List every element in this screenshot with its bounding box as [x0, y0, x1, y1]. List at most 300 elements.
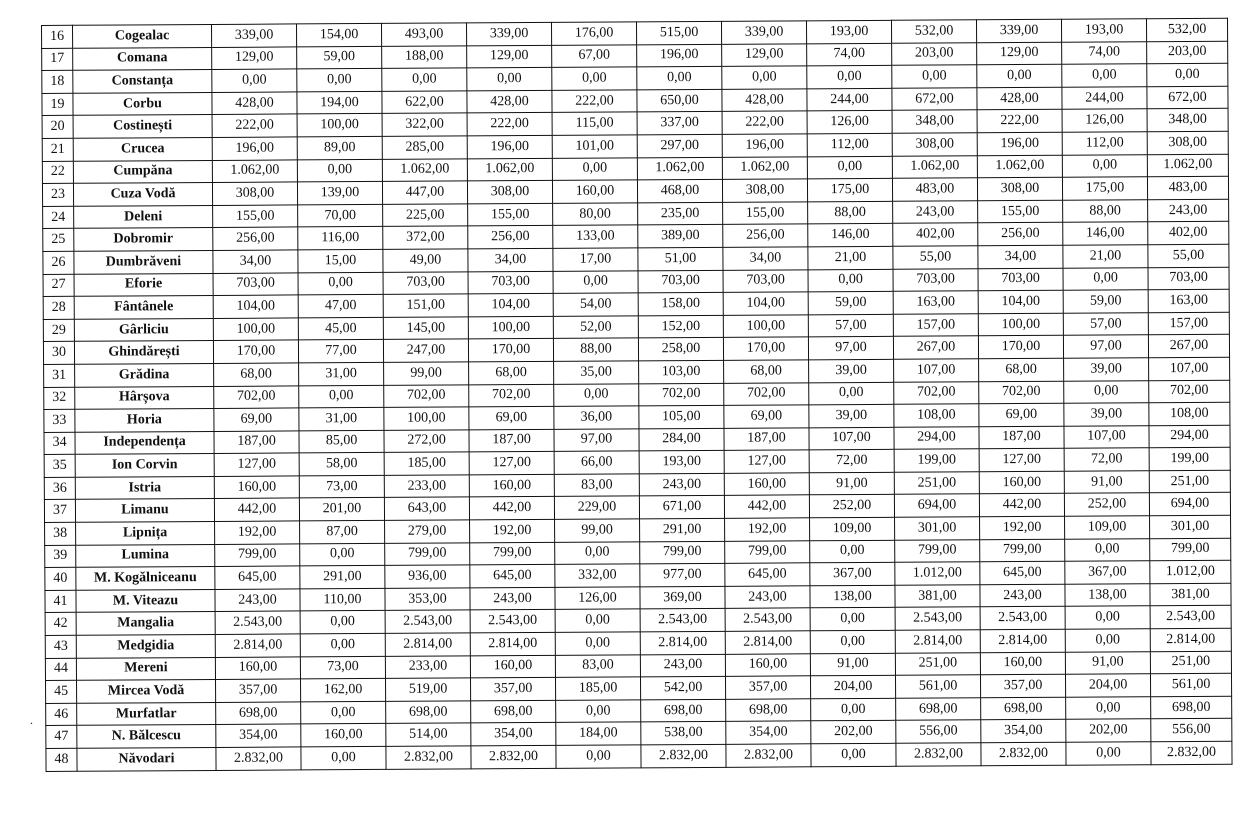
locality-name-cell: Dobromir — [74, 228, 213, 251]
value-cell: 0,00 — [1066, 697, 1151, 720]
value-cell: 107,00 — [1064, 425, 1149, 448]
value-cell: 2.814,00 — [640, 631, 725, 654]
value-cell: 100,00 — [297, 114, 382, 137]
value-cell: 291,00 — [300, 566, 385, 589]
value-cell: 88,00 — [553, 338, 638, 361]
value-cell: 158,00 — [638, 292, 723, 315]
value-cell: 703,00 — [213, 272, 298, 295]
value-cell: 0,00 — [810, 608, 895, 631]
value-cell: 0,00 — [212, 69, 297, 92]
value-cell: 199,00 — [1149, 448, 1230, 471]
value-cell: 2.832,00 — [641, 744, 726, 767]
value-cell: 57,00 — [808, 314, 893, 337]
value-cell: 702,00 — [979, 381, 1064, 404]
value-cell: 160,00 — [980, 652, 1065, 675]
value-cell: 155,00 — [213, 205, 298, 228]
locality-name-cell: Cuza Vodă — [73, 183, 212, 206]
value-cell: 428,00 — [722, 89, 807, 112]
value-cell: 104,00 — [978, 290, 1063, 313]
locality-name-cell: Istria — [75, 476, 214, 499]
value-cell: 694,00 — [1149, 493, 1230, 516]
value-cell: 170,00 — [213, 340, 298, 363]
value-cell: 1.062,00 — [212, 159, 297, 182]
value-cell: 39,00 — [809, 359, 894, 382]
locality-name-cell: Mangalia — [76, 612, 215, 635]
value-cell: 2.832,00 — [896, 743, 981, 766]
value-cell: 2.832,00 — [726, 744, 811, 767]
value-cell: 31,00 — [299, 362, 384, 385]
value-cell: 2.814,00 — [980, 629, 1065, 652]
value-cell: 170,00 — [978, 336, 1063, 359]
value-cell: 233,00 — [384, 475, 469, 498]
value-cell: 126,00 — [555, 587, 640, 610]
value-cell: 702,00 — [1149, 380, 1230, 403]
value-cell: 157,00 — [1148, 312, 1229, 335]
value-cell: 59,00 — [808, 291, 893, 314]
value-cell: 54,00 — [553, 293, 638, 316]
value-cell: 69,00 — [724, 405, 809, 428]
value-cell: 2.832,00 — [981, 742, 1066, 765]
value-cell: 0,00 — [555, 609, 640, 632]
value-cell: 251,00 — [1149, 470, 1230, 493]
value-cell: 163,00 — [1148, 289, 1229, 312]
value-cell: 442,00 — [214, 498, 299, 521]
value-cell: 702,00 — [894, 381, 979, 404]
value-cell: 2.543,00 — [895, 607, 980, 630]
value-cell: 34,00 — [723, 247, 808, 270]
value-cell: 291,00 — [640, 518, 725, 541]
value-cell: 2.543,00 — [385, 610, 470, 633]
value-cell: 52,00 — [553, 316, 638, 339]
allocation-table — [41, 18, 1233, 772]
value-cell: 80,00 — [553, 203, 638, 226]
value-cell: 160,00 — [214, 476, 299, 499]
value-cell: 2.814,00 — [215, 634, 300, 657]
value-cell: 77,00 — [298, 340, 383, 363]
value-cell: 184,00 — [556, 722, 641, 745]
value-cell: 34,00 — [468, 248, 553, 271]
value-cell: 2.543,00 — [470, 610, 555, 633]
value-cell: 196,00 — [977, 132, 1062, 155]
value-cell: 294,00 — [894, 426, 979, 449]
value-cell: 104,00 — [213, 295, 298, 318]
value-cell: 225,00 — [383, 204, 468, 227]
value-cell: 194,00 — [297, 91, 382, 114]
value-cell: 83,00 — [554, 474, 639, 497]
value-cell: 2.543,00 — [215, 611, 300, 634]
value-cell: 977,00 — [640, 564, 725, 587]
value-cell: 69,00 — [469, 406, 554, 429]
value-cell: 187,00 — [979, 426, 1064, 449]
value-cell: 145,00 — [383, 317, 468, 340]
locality-name-cell: Ion Corvin — [75, 454, 214, 477]
value-cell: 193,00 — [639, 451, 724, 474]
value-cell: 101,00 — [552, 135, 637, 158]
value-cell: 294,00 — [1149, 425, 1230, 448]
value-cell: 99,00 — [384, 362, 469, 385]
locality-name-cell: Horia — [75, 409, 214, 432]
value-cell: 59,00 — [1063, 290, 1148, 313]
row-number-cell: 29 — [43, 319, 74, 342]
value-cell: 155,00 — [468, 203, 553, 226]
value-cell: 0,00 — [1062, 64, 1147, 87]
value-cell: 799,00 — [725, 540, 810, 563]
value-cell: 0,00 — [977, 64, 1062, 87]
value-cell: 199,00 — [894, 449, 979, 472]
value-cell: 152,00 — [638, 315, 723, 338]
value-cell: 109,00 — [1065, 516, 1150, 539]
value-cell: 0,00 — [555, 632, 640, 655]
document-sheet — [41, 21, 1228, 772]
value-cell: 157,00 — [893, 313, 978, 336]
locality-name-cell: M. Viteazu — [76, 589, 215, 612]
value-cell: 1.012,00 — [895, 562, 980, 585]
value-cell: 339,00 — [721, 21, 806, 44]
value-cell: 301,00 — [1150, 515, 1231, 538]
row-number-cell: 26 — [43, 251, 74, 274]
value-cell: 243,00 — [470, 587, 555, 610]
locality-name-cell: Gârliciu — [74, 318, 213, 341]
value-cell: 243,00 — [640, 654, 725, 677]
value-cell: 645,00 — [980, 562, 1065, 585]
value-cell: 175,00 — [1062, 177, 1147, 200]
value-cell: 129,00 — [212, 47, 297, 70]
row-number-cell: 43 — [45, 635, 76, 658]
value-cell: 175,00 — [807, 178, 892, 201]
locality-name-cell: Comana — [73, 47, 212, 70]
locality-name-cell: Mereni — [76, 657, 215, 680]
value-cell: 702,00 — [384, 384, 469, 407]
value-cell: 91,00 — [809, 472, 894, 495]
value-cell: 348,00 — [892, 110, 977, 133]
value-cell: 622,00 — [382, 91, 467, 114]
value-cell: 59,00 — [297, 46, 382, 69]
value-cell: 799,00 — [980, 539, 1065, 562]
value-cell: 243,00 — [980, 584, 1065, 607]
value-cell: 187,00 — [724, 428, 809, 451]
locality-name-cell: Eforie — [74, 273, 213, 296]
value-cell: 694,00 — [894, 494, 979, 517]
value-cell: 514,00 — [386, 723, 471, 746]
value-cell: 103,00 — [639, 360, 724, 383]
row-number-cell: 16 — [42, 25, 73, 48]
value-cell: 151,00 — [383, 294, 468, 317]
locality-name-cell: Hârșova — [75, 386, 214, 409]
value-cell: 308,00 — [892, 133, 977, 156]
value-cell: 0,00 — [300, 611, 385, 634]
value-cell: 442,00 — [469, 497, 554, 520]
row-number-cell: 34 — [44, 432, 75, 455]
row-number-cell: 30 — [43, 342, 74, 365]
value-cell: 256,00 — [213, 227, 298, 250]
value-cell: 244,00 — [1062, 87, 1147, 110]
value-cell: 67,00 — [552, 44, 637, 67]
value-cell: 70,00 — [298, 204, 383, 227]
value-cell: 185,00 — [555, 677, 640, 700]
value-cell: 146,00 — [1063, 222, 1148, 245]
locality-name-cell: Murfatlar — [77, 702, 216, 725]
row-number-cell: 17 — [42, 48, 73, 71]
value-cell: 252,00 — [1064, 493, 1149, 516]
value-cell: 2.814,00 — [470, 632, 555, 655]
value-cell: 193,00 — [806, 20, 891, 43]
value-cell: 357,00 — [216, 679, 301, 702]
value-cell: 308,00 — [467, 181, 552, 204]
table-body — [42, 18, 1233, 771]
locality-name-cell: Constanța — [73, 70, 212, 93]
value-cell: 428,00 — [212, 92, 297, 115]
value-cell: 2.814,00 — [895, 630, 980, 653]
value-cell: 284,00 — [639, 428, 724, 451]
value-cell: 105,00 — [639, 405, 724, 428]
value-cell: 256,00 — [468, 226, 553, 249]
value-cell: 233,00 — [385, 656, 470, 679]
value-cell: 68,00 — [469, 361, 554, 384]
value-cell: 0,00 — [1066, 742, 1151, 765]
value-cell: 0,00 — [467, 68, 552, 91]
value-cell: 0,00 — [1147, 63, 1228, 86]
value-cell: 2.832,00 — [1151, 741, 1232, 764]
value-cell: 104,00 — [468, 294, 553, 317]
value-cell: 73,00 — [299, 475, 384, 498]
value-cell: 285,00 — [382, 136, 467, 159]
value-cell: 83,00 — [555, 654, 640, 677]
value-cell: 1.062,00 — [637, 157, 722, 180]
value-cell: 160,00 — [301, 724, 386, 747]
value-cell: 0,00 — [297, 69, 382, 92]
value-cell: 45,00 — [298, 317, 383, 340]
value-cell: 671,00 — [639, 496, 724, 519]
value-cell: 55,00 — [893, 246, 978, 269]
value-cell: 0,00 — [808, 269, 893, 292]
value-cell: 2.832,00 — [471, 745, 556, 768]
value-cell: 519,00 — [385, 678, 470, 701]
value-cell: 0,00 — [1065, 629, 1150, 652]
value-cell: 332,00 — [555, 564, 640, 587]
value-cell: 91,00 — [810, 653, 895, 676]
value-cell: 1.062,00 — [1147, 154, 1228, 177]
value-cell: 222,00 — [552, 90, 637, 113]
value-cell: 252,00 — [809, 495, 894, 518]
value-cell: 0,00 — [637, 67, 722, 90]
value-cell: 483,00 — [892, 178, 977, 201]
value-cell: 107,00 — [894, 359, 979, 382]
value-cell: 703,00 — [1148, 267, 1229, 290]
value-cell: 68,00 — [724, 360, 809, 383]
locality-name-cell: Ghindărești — [74, 341, 213, 364]
value-cell: 235,00 — [638, 202, 723, 225]
value-cell: 561,00 — [895, 675, 980, 698]
value-cell: 36,00 — [554, 406, 639, 429]
value-cell: 0,00 — [892, 65, 977, 88]
value-cell: 0,00 — [298, 272, 383, 295]
value-cell: 126,00 — [807, 111, 892, 134]
value-cell: 112,00 — [807, 133, 892, 156]
value-cell: 357,00 — [470, 678, 555, 701]
value-cell: 301,00 — [895, 517, 980, 540]
value-cell: 702,00 — [214, 385, 299, 408]
value-cell: 645,00 — [470, 565, 555, 588]
locality-name-cell: Dumbrăveni — [74, 250, 213, 273]
value-cell: 146,00 — [808, 224, 893, 247]
value-cell: 74,00 — [1062, 41, 1147, 64]
value-cell: 34,00 — [213, 250, 298, 273]
value-cell: 515,00 — [636, 21, 721, 44]
value-cell: 251,00 — [894, 472, 979, 495]
value-cell: 163,00 — [893, 291, 978, 314]
value-cell: 162,00 — [301, 679, 386, 702]
value-cell: 0,00 — [552, 67, 637, 90]
value-cell: 100,00 — [468, 316, 553, 339]
row-number-cell: 38 — [45, 522, 76, 545]
value-cell: 104,00 — [723, 292, 808, 315]
value-cell: 155,00 — [723, 202, 808, 225]
row-number-cell: 41 — [45, 590, 76, 613]
value-cell: 702,00 — [724, 382, 809, 405]
value-cell: 185,00 — [384, 452, 469, 475]
value-cell: 556,00 — [1151, 719, 1232, 742]
value-cell: 702,00 — [469, 384, 554, 407]
value-cell: 21,00 — [1063, 245, 1148, 268]
locality-name-cell: Năvodari — [77, 747, 216, 770]
value-cell: 354,00 — [216, 724, 301, 747]
value-cell: 0,00 — [300, 543, 385, 566]
value-cell: 0,00 — [1065, 606, 1150, 629]
value-cell: 2.543,00 — [1150, 606, 1231, 629]
value-cell: 129,00 — [977, 42, 1062, 65]
row-number-cell: 24 — [43, 206, 74, 229]
value-cell: 39,00 — [809, 404, 894, 427]
value-cell: 442,00 — [724, 495, 809, 518]
value-cell: 698,00 — [216, 702, 301, 725]
value-cell: 1.062,00 — [722, 156, 807, 179]
locality-name-cell: Corbu — [73, 92, 212, 115]
value-cell: 58,00 — [299, 453, 384, 476]
value-cell: 129,00 — [722, 43, 807, 66]
value-cell: 39,00 — [1064, 403, 1149, 426]
value-cell: 55,00 — [1148, 244, 1229, 267]
value-cell: 160,00 — [215, 657, 300, 680]
value-cell: 703,00 — [723, 269, 808, 292]
locality-name-cell: N. Bălcescu — [77, 725, 216, 748]
value-cell: 339,00 — [976, 19, 1061, 42]
value-cell: 127,00 — [469, 452, 554, 475]
value-cell: 703,00 — [893, 268, 978, 291]
value-cell: 258,00 — [638, 338, 723, 361]
value-cell: 188,00 — [382, 45, 467, 68]
value-cell: 72,00 — [809, 450, 894, 473]
value-cell: 308,00 — [722, 179, 807, 202]
value-cell: 703,00 — [383, 271, 468, 294]
value-cell: 389,00 — [638, 225, 723, 248]
value-cell: 354,00 — [726, 721, 811, 744]
value-cell: 196,00 — [722, 134, 807, 157]
value-cell: 672,00 — [1147, 86, 1228, 109]
value-cell: 51,00 — [638, 247, 723, 270]
value-cell: 354,00 — [471, 723, 556, 746]
value-cell: 203,00 — [1147, 41, 1228, 64]
value-cell: 251,00 — [895, 652, 980, 675]
value-cell: 279,00 — [385, 520, 470, 543]
value-cell: 68,00 — [979, 358, 1064, 381]
value-cell: 468,00 — [637, 179, 722, 202]
value-cell: 353,00 — [385, 588, 470, 611]
locality-name-cell: Limanu — [75, 499, 214, 522]
value-cell: 129,00 — [467, 45, 552, 68]
value-cell: 138,00 — [810, 585, 895, 608]
row-number-cell: 46 — [46, 703, 77, 726]
value-cell: 17,00 — [553, 248, 638, 271]
value-cell: 74,00 — [807, 43, 892, 66]
value-cell: 170,00 — [468, 339, 553, 362]
value-cell: 222,00 — [722, 111, 807, 134]
value-cell: 561,00 — [1150, 673, 1231, 696]
value-cell: 57,00 — [1063, 312, 1148, 335]
value-cell: 256,00 — [978, 223, 1063, 246]
value-cell: 0,00 — [554, 383, 639, 406]
value-cell: 703,00 — [468, 271, 553, 294]
value-cell: 66,00 — [554, 451, 639, 474]
value-cell: 203,00 — [892, 42, 977, 65]
value-cell: 139,00 — [297, 182, 382, 205]
value-cell: 643,00 — [384, 497, 469, 520]
value-cell: 799,00 — [470, 542, 555, 565]
value-cell: 88,00 — [1063, 199, 1148, 222]
value-cell: 49,00 — [383, 249, 468, 272]
value-cell: 698,00 — [726, 699, 811, 722]
value-cell: 97,00 — [554, 429, 639, 452]
value-cell: 2.543,00 — [980, 607, 1065, 630]
value-cell: 31,00 — [299, 408, 384, 431]
value-cell: 0,00 — [552, 157, 637, 180]
locality-name-cell: M. Kogălniceanu — [76, 567, 215, 590]
value-cell: 0,00 — [811, 698, 896, 721]
row-number-cell: 23 — [42, 183, 73, 206]
value-cell: 222,00 — [212, 114, 297, 137]
value-cell: 799,00 — [640, 541, 725, 564]
value-cell: 110,00 — [300, 588, 385, 611]
row-number-cell: 18 — [42, 70, 73, 93]
row-number-cell: 21 — [42, 138, 73, 161]
value-cell: 89,00 — [297, 136, 382, 159]
value-cell: 357,00 — [980, 674, 1065, 697]
value-cell: 244,00 — [807, 88, 892, 111]
value-cell: 87,00 — [300, 520, 385, 543]
value-cell: 0,00 — [382, 68, 467, 91]
value-cell: 698,00 — [981, 697, 1066, 720]
locality-name-cell: Crucea — [73, 137, 212, 160]
value-cell: 222,00 — [467, 113, 552, 136]
value-cell: 243,00 — [1148, 199, 1229, 222]
value-cell: 47,00 — [298, 295, 383, 318]
value-cell: 267,00 — [893, 336, 978, 359]
value-cell: 0,00 — [810, 630, 895, 653]
locality-name-cell: Lipnița — [76, 522, 215, 545]
locality-name-cell: Medgidia — [76, 634, 215, 657]
value-cell: 192,00 — [725, 518, 810, 541]
value-cell: 367,00 — [1065, 561, 1150, 584]
row-number-cell: 36 — [44, 477, 75, 500]
value-cell: 133,00 — [553, 225, 638, 248]
locality-name-cell: Deleni — [74, 205, 213, 228]
row-number-cell: 22 — [42, 161, 73, 184]
locality-name-cell: Costinești — [73, 115, 212, 138]
value-cell: 109,00 — [810, 517, 895, 540]
locality-name-cell: Lumina — [76, 544, 215, 567]
value-cell: 99,00 — [555, 519, 640, 542]
value-cell: 297,00 — [637, 134, 722, 157]
locality-name-cell: Independența — [75, 431, 214, 454]
